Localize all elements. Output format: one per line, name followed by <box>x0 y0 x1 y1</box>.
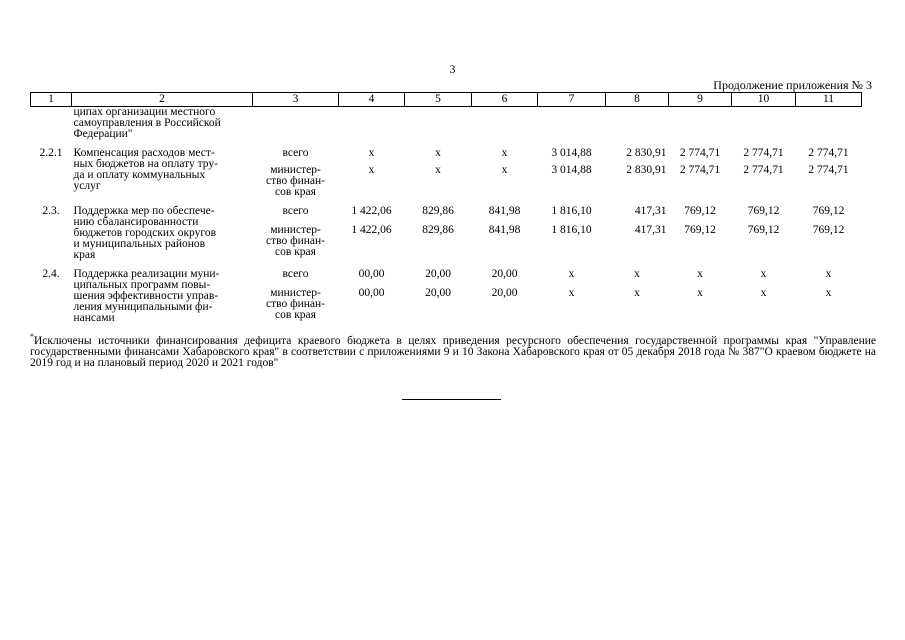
value-cell: 20,00 <box>425 268 451 280</box>
footnote-text: Исключены источники финансирования дефицита краевого бюджета в целях приведения ресурсного обеспечения государственной программы края "Управление государственными финансами Хабаровского края" в соответствии с приложениями 9 и 10 Закона Хабаровского края от 05 декабря 2018 года № 387"О краевом бюджете на 2019 год и на плановый период 2020 и 2021 годов" <box>30 335 876 369</box>
value-cell: 1 816,10 <box>551 205 592 217</box>
source-cell <box>253 288 339 324</box>
source-line: министер- <box>270 223 321 236</box>
footnote <box>30 332 876 369</box>
value-cell: 2 774,71 <box>808 164 849 176</box>
value-cell: 2 774,71 <box>743 164 784 176</box>
value-cell: х <box>501 147 508 159</box>
value-cell: 829,86 <box>422 223 454 236</box>
value-cell: х <box>760 268 767 280</box>
value-cell: 2 830,91 <box>626 147 667 159</box>
source-line: всего <box>282 268 309 280</box>
value-cell: 00,00 <box>358 268 385 280</box>
name-line: шения эффективности управ- <box>73 290 219 302</box>
value-cell: х <box>634 286 640 299</box>
value-cell: 769,12 <box>812 223 845 236</box>
table-row <box>31 148 862 165</box>
source-line: ство финан- <box>266 175 325 187</box>
value-cell: 2 830,91 <box>626 164 667 176</box>
name-line: Федерации" <box>73 128 133 140</box>
row-number: 2.4. <box>42 268 60 280</box>
name-line: края <box>73 249 96 261</box>
name-line: и муниципальных районов <box>73 238 206 250</box>
value-cell: 3 014,88 <box>551 164 592 176</box>
value-cell: 20,00 <box>491 286 518 299</box>
name-line: Поддержка мер по обеспече- <box>73 205 215 217</box>
value-cell: 417,31 <box>634 205 667 217</box>
value-cell: 2 774,71 <box>808 147 849 159</box>
header-row <box>31 93 862 107</box>
value-cell: 417,31 <box>634 223 667 236</box>
source-cell <box>253 148 339 165</box>
value-cell: 1 422,06 <box>351 205 392 217</box>
value-cell: х <box>760 286 767 299</box>
col-header-10: 10 <box>732 93 796 107</box>
col-header-9: 9 <box>669 93 732 107</box>
source-cell <box>253 165 339 198</box>
name-line: Поддержка реализации муни- <box>73 268 220 280</box>
name-line: нию сбалансированности <box>73 216 199 228</box>
value-cell: 769,12 <box>684 205 716 217</box>
source-line: сов края <box>275 245 316 258</box>
table-row <box>31 206 862 225</box>
col-header-6: 6 <box>472 93 538 107</box>
carryover-row <box>31 107 862 141</box>
value-cell: 769,12 <box>812 205 845 217</box>
name-line: ления муниципальными фи- <box>73 301 213 313</box>
name-line: ципах организации местного <box>73 106 216 118</box>
value-cell: 1 816,10 <box>551 223 592 236</box>
name-line: нансами <box>73 312 115 324</box>
budget-table <box>30 92 862 324</box>
value-cell: х <box>634 268 640 280</box>
end-divider <box>402 399 501 400</box>
name-line: да и оплату коммунальных <box>73 169 206 181</box>
value-cell: 829,86 <box>422 205 454 217</box>
value-cell: 00,00 <box>358 286 385 299</box>
row-name <box>72 148 253 198</box>
value-cell: 20,00 <box>425 286 451 299</box>
source-line: министер- <box>270 286 321 299</box>
value-cell: х <box>501 164 508 176</box>
value-cell: х <box>568 286 575 299</box>
value-cell: 2 774,71 <box>679 147 721 159</box>
value-cell: 769,12 <box>684 223 716 236</box>
col-header-5: 5 <box>405 93 472 107</box>
page-number: 3 <box>449 62 456 76</box>
source-cell <box>253 225 339 261</box>
continuation-label: Продолжение приложения № 3 <box>713 78 872 92</box>
col-header-2: 2 <box>72 93 253 107</box>
col-header-1: 1 <box>31 93 72 107</box>
source-line: сов края <box>275 186 316 198</box>
name-line: ципальных программ повы- <box>73 279 211 291</box>
name-line: бюджетов городских округов <box>73 227 217 239</box>
value-cell: х <box>368 147 375 159</box>
value-cell: 20,00 <box>491 268 518 280</box>
value-cell: 841,98 <box>488 205 521 217</box>
value-cell: х <box>435 147 441 159</box>
value-cell: 769,12 <box>747 205 780 217</box>
name-line: Компенсация расходов мест- <box>73 147 215 159</box>
value-cell: 1 422,06 <box>351 223 392 236</box>
row-name <box>72 269 253 324</box>
col-header-4: 4 <box>339 93 405 107</box>
value-cell: х <box>825 268 832 280</box>
carryover-name <box>72 107 253 141</box>
value-cell: 769,12 <box>747 223 780 236</box>
table-row <box>31 269 862 288</box>
source-line: ство финан- <box>266 297 325 310</box>
source-line: сов края <box>275 308 316 321</box>
col-header-11: 11 <box>796 93 862 107</box>
col-header-3: 3 <box>253 93 339 107</box>
value-cell: х <box>697 286 703 299</box>
row-name <box>72 206 253 261</box>
value-cell: 841,98 <box>488 223 521 236</box>
row-number: 2.2.1 <box>39 147 63 159</box>
value-cell: 3 014,88 <box>551 147 592 159</box>
name-line: услуг <box>73 180 101 192</box>
value-cell: 2 774,71 <box>679 164 721 176</box>
source-line: всего <box>282 147 309 159</box>
source-line: ство финан- <box>266 234 325 247</box>
value-cell: х <box>568 268 575 280</box>
value-cell: х <box>697 268 703 280</box>
value-cell: 2 774,71 <box>743 147 784 159</box>
row-number: 2.3. <box>42 205 60 217</box>
source-cell <box>253 206 339 225</box>
value-cell: х <box>435 164 441 176</box>
col-header-8: 8 <box>606 93 669 107</box>
source-cell <box>253 269 339 288</box>
footnote-mark: * <box>30 332 34 342</box>
source-line: всего <box>282 205 309 217</box>
name-line: самоуправления в Российской <box>73 117 221 129</box>
source-line: министер- <box>270 164 321 176</box>
value-cell: х <box>368 164 375 176</box>
value-cell: х <box>825 286 832 299</box>
col-header-7: 7 <box>538 93 606 107</box>
name-line: ных бюджетов на оплату тру- <box>73 158 218 170</box>
